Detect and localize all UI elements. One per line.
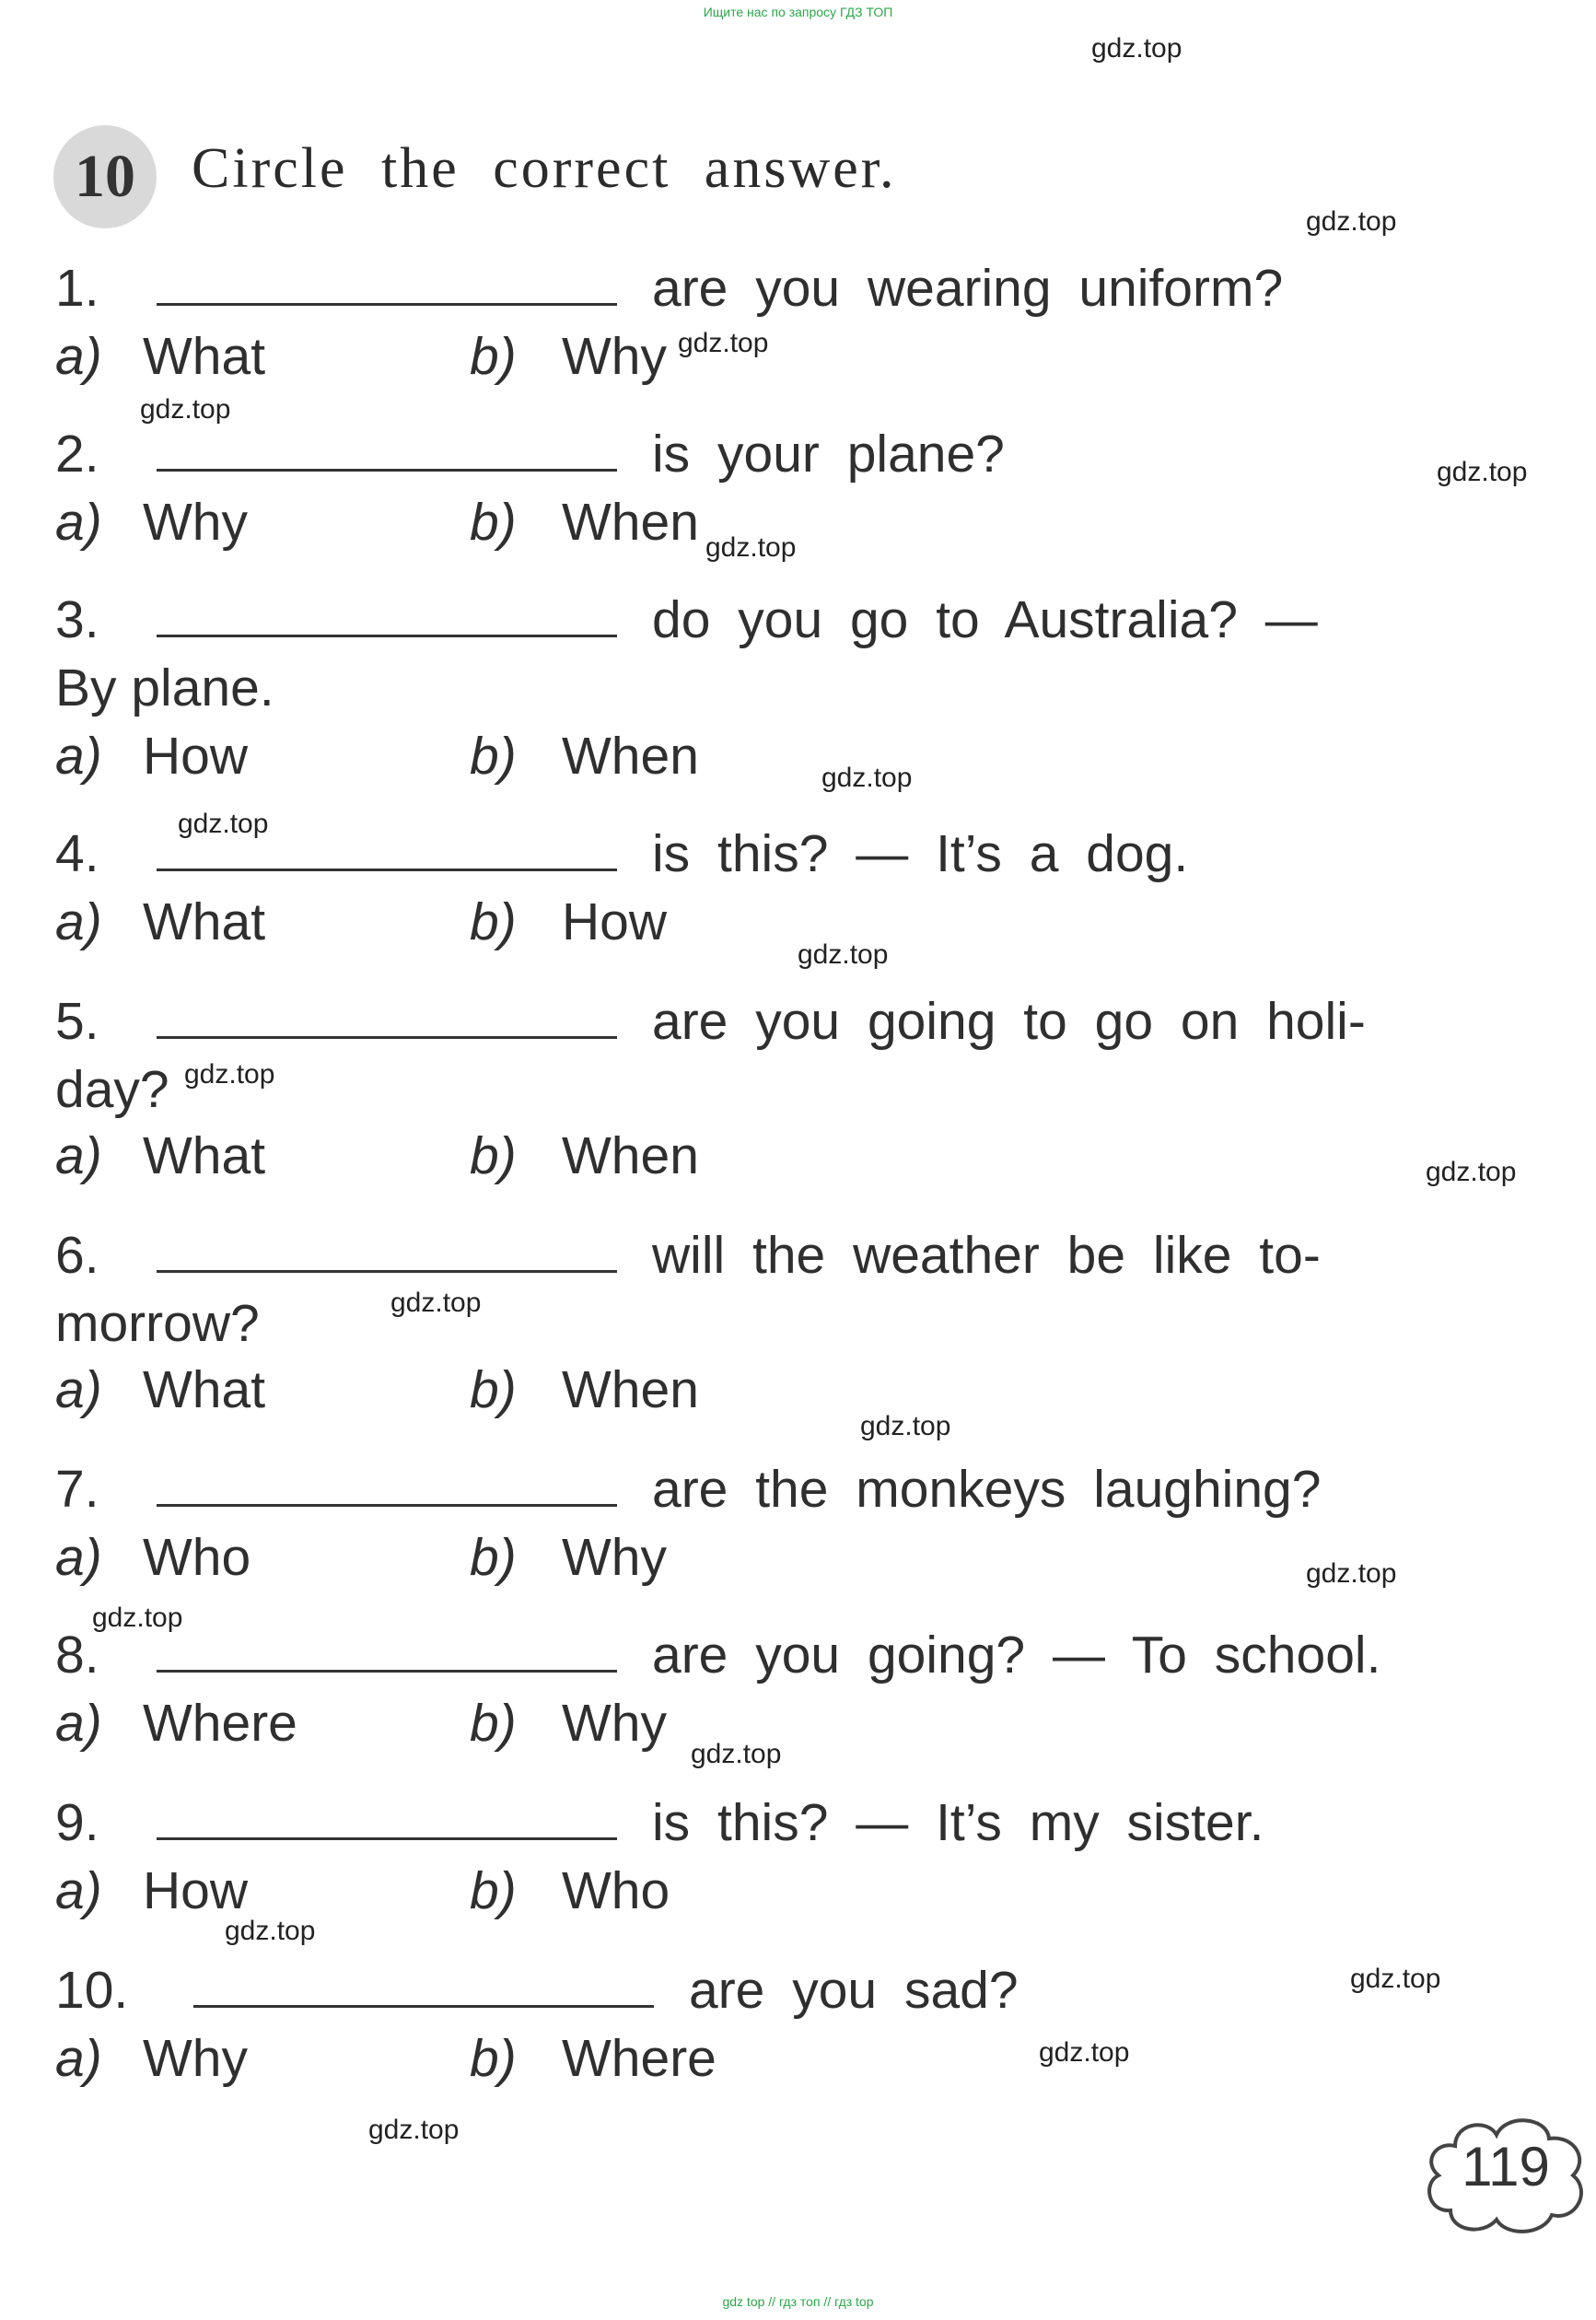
options-2 [55, 492, 699, 553]
option-a[interactable]: What [143, 327, 266, 386]
question-text: are you wearing uniform? [652, 259, 1284, 318]
watermark: gdz.top [178, 809, 269, 839]
header-note: Ищите нас по запросу ГДЗ ТОП [703, 5, 893, 19]
option-b-letter: b) [470, 1694, 517, 1753]
answer-blank[interactable] [157, 1795, 617, 1840]
option-a[interactable]: Where [143, 1694, 297, 1753]
option-b-letter: b) [470, 1861, 517, 1920]
question-3-continuation: By plane. [55, 659, 274, 717]
option-a-letter: a) [55, 1528, 102, 1587]
options-3 [55, 726, 699, 787]
options-9 [55, 1860, 670, 1921]
question-6 [55, 1225, 1321, 1286]
question-5-continuation: day? [55, 1060, 169, 1119]
answer-blank[interactable] [157, 592, 617, 637]
option-b-letter: b) [470, 892, 517, 951]
option-a-letter: a) [55, 892, 102, 951]
option-a[interactable]: What [143, 1126, 266, 1185]
question-text: will the weather be like to- [652, 1226, 1321, 1285]
question-text: are you going to go on holi- [652, 992, 1366, 1051]
watermark: gdz.top [1426, 1157, 1517, 1187]
options-4 [55, 892, 667, 952]
question-text: are you going? — To school. [652, 1626, 1381, 1685]
watermark: gdz.top [1091, 33, 1182, 64]
page-number: 119 [1462, 2136, 1550, 2198]
question-8 [55, 1625, 1380, 1685]
answer-blank[interactable] [193, 1963, 654, 2008]
question-number: 5. [55, 992, 99, 1051]
question-3 [55, 589, 1318, 650]
option-a-letter: a) [55, 1694, 102, 1753]
option-a[interactable]: What [143, 892, 266, 951]
watermark: gdz.top [1437, 457, 1528, 487]
option-b-letter: b) [470, 1528, 517, 1587]
option-b[interactable]: Who [562, 1861, 670, 1920]
answer-blank[interactable] [157, 1228, 617, 1273]
watermark: gdz.top [691, 1739, 782, 1769]
answer-blank[interactable] [157, 1627, 617, 1673]
question-number: 6. [55, 1226, 99, 1285]
question-4 [55, 823, 1188, 884]
watermark: gdz.top [92, 1603, 183, 1633]
exercise-title: Circle the correct answer. [192, 137, 897, 200]
watermark: gdz.top [821, 763, 913, 793]
option-a[interactable]: Why [143, 493, 248, 552]
watermark: gdz.top [705, 532, 797, 563]
watermark: gdz.top [225, 1916, 316, 1946]
answer-blank[interactable] [157, 261, 617, 306]
question-number: 4. [55, 824, 99, 883]
watermark: gdz.top [140, 394, 231, 425]
option-b-letter: b) [470, 1360, 517, 1419]
answer-blank[interactable] [157, 994, 617, 1039]
watermark: gdz.top [798, 939, 889, 970]
watermark: gdz.top [860, 1411, 951, 1441]
question-number: 2. [55, 425, 99, 484]
option-b-letter: b) [470, 2029, 517, 2088]
option-b[interactable]: Why [562, 1694, 667, 1753]
option-b[interactable]: How [562, 892, 668, 951]
options-6 [55, 1359, 699, 1420]
option-a-letter: a) [55, 2029, 102, 2088]
answer-blank[interactable] [157, 426, 617, 472]
question-text: do you go to Australia? — [652, 590, 1318, 649]
option-b[interactable]: When [562, 1126, 699, 1185]
question-text: are you sad? [689, 1961, 1019, 2020]
watermark: gdz.top [1350, 1964, 1441, 1994]
question-number: 9. [55, 1793, 99, 1852]
option-a-letter: a) [55, 1360, 102, 1419]
option-a-letter: a) [55, 327, 102, 386]
option-b[interactable]: When [562, 727, 699, 786]
option-a[interactable]: Why [143, 2029, 248, 2088]
watermark: gdz.top [1306, 1558, 1397, 1589]
watermark: gdz.top [678, 328, 769, 358]
question-5 [55, 991, 1366, 1052]
watermark: gdz.top [368, 2115, 460, 2145]
option-a[interactable]: What [143, 1360, 266, 1419]
question-6-continuation: morrow? [55, 1294, 260, 1353]
option-a-letter: a) [55, 493, 102, 552]
question-text: is this? — It’s my sister. [652, 1793, 1264, 1852]
watermark: gdz.top [1306, 206, 1397, 237]
option-b[interactable]: Why [562, 327, 667, 386]
question-text: are the monkeys laughing? [652, 1460, 1322, 1519]
options-7 [55, 1527, 667, 1588]
option-a[interactable]: Who [143, 1528, 251, 1587]
option-b[interactable]: When [562, 493, 699, 552]
watermark: gdz.top [184, 1059, 275, 1090]
option-b-letter: b) [470, 1126, 517, 1185]
question-1 [55, 258, 1283, 319]
watermark: gdz.top [390, 1288, 482, 1318]
watermark: gdz.top [1039, 2037, 1130, 2068]
option-b[interactable]: Why [562, 1528, 667, 1587]
option-b[interactable]: Where [562, 2029, 716, 2088]
option-b[interactable]: When [562, 1360, 699, 1419]
answer-blank[interactable] [157, 826, 617, 871]
question-2 [55, 424, 1005, 484]
option-b-letter: b) [470, 727, 517, 786]
question-text: is this? — It’s a dog. [652, 824, 1189, 883]
option-a[interactable]: How [143, 1861, 249, 1920]
question-number: 10. [55, 1961, 129, 2020]
option-a[interactable]: How [143, 727, 249, 786]
question-number: 8. [55, 1626, 99, 1685]
option-a-letter: a) [55, 727, 102, 786]
question-number: 3. [55, 590, 99, 649]
option-b-letter: b) [470, 327, 517, 386]
option-a-letter: a) [55, 1126, 102, 1185]
footer-note: gdz top // гдз топ // гдз top [722, 2294, 874, 2309]
question-10 [55, 1960, 1019, 2021]
question-number: 1. [55, 259, 99, 318]
question-9 [55, 1792, 1264, 1853]
option-a-letter: a) [55, 1861, 102, 1920]
answer-blank[interactable] [157, 1462, 617, 1507]
option-b-letter: b) [470, 493, 517, 552]
question-text: is your plane? [652, 425, 1005, 484]
question-7 [55, 1459, 1321, 1520]
options-10 [55, 2028, 716, 2089]
options-5 [55, 1125, 699, 1186]
question-number: 7. [55, 1460, 99, 1519]
exercise-number-badge: 10 [53, 125, 157, 228]
options-1 [55, 326, 667, 387]
options-8 [55, 1693, 667, 1754]
